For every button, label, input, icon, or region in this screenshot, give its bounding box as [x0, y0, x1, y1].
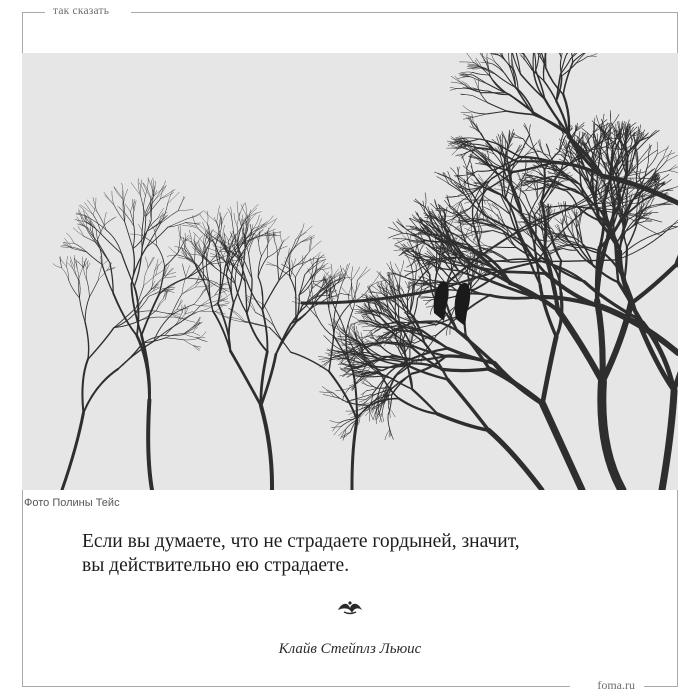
frame-top-right — [131, 12, 678, 13]
section-tag: так сказать — [53, 5, 110, 17]
quote-line-2: вы действительно ею страдаете. — [82, 555, 350, 576]
quote-text — [82, 530, 642, 578]
tree-branches-illustration — [22, 53, 678, 490]
quote-line-1: Если вы думаете, что не страдаете гордыней, значит, — [82, 531, 520, 552]
frame-top-left — [23, 12, 45, 13]
tree-photo — [22, 53, 678, 490]
site-name: foma.ru — [597, 678, 635, 692]
branch — [442, 369, 489, 371]
quote-author: Клайв Стейплз Льюис — [278, 641, 422, 657]
branch — [516, 161, 553, 162]
frame-bottom-left — [22, 686, 570, 687]
photo-credit: Фото Полины Тейс — [24, 497, 120, 509]
frame-bottom-right — [644, 686, 678, 687]
fleuron-icon — [330, 596, 370, 618]
